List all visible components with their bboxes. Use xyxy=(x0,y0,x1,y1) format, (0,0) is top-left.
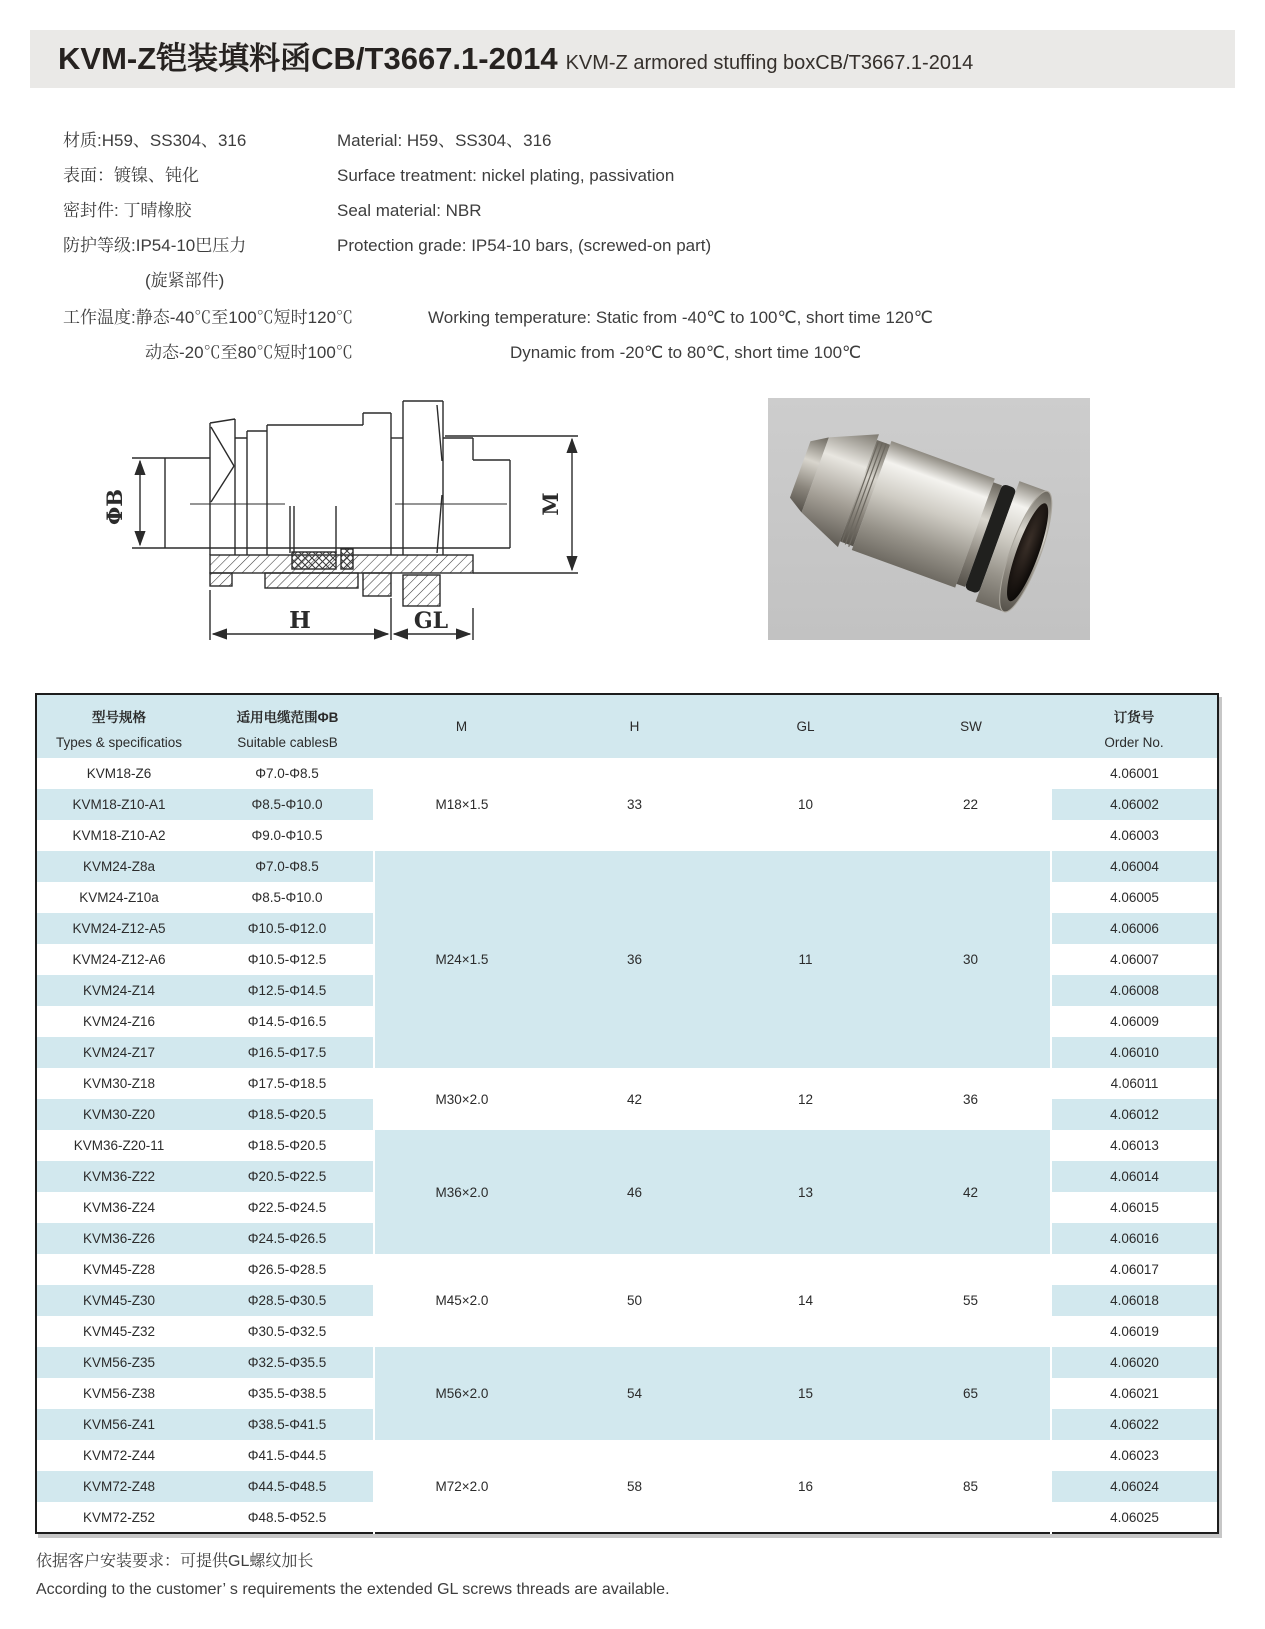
spec-line-temp-dynamic xyxy=(145,342,861,364)
m-cell: M36×2.0 xyxy=(374,1130,549,1254)
sw-cell: 65 xyxy=(891,1347,1051,1440)
cable-cell: Φ22.5-Φ24.5 xyxy=(201,1192,374,1223)
order-cell: 4.06013 xyxy=(1051,1130,1218,1161)
gl-cell: 13 xyxy=(720,1130,891,1254)
table-row xyxy=(36,1347,1218,1378)
table-row xyxy=(36,851,1218,882)
order-cell: 4.06016 xyxy=(1051,1223,1218,1254)
cable-cell: Φ48.5-Φ52.5 xyxy=(201,1502,374,1533)
h-cell: 42 xyxy=(549,1068,720,1130)
model-cell: KVM24-Z8a xyxy=(36,851,201,882)
model-cell: KVM45-Z30 xyxy=(36,1285,201,1316)
col-header-order-en: Order No. xyxy=(1104,734,1164,750)
cable-cell: Φ30.5-Φ32.5 xyxy=(201,1316,374,1347)
order-cell: 4.06004 xyxy=(1051,851,1218,882)
sw-cell: 22 xyxy=(891,758,1051,851)
cable-cell: Φ26.5-Φ28.5 xyxy=(201,1254,374,1285)
temp-static-en: Working temperature: Static from -40℃ to 100℃, short time 120℃ xyxy=(428,308,933,327)
col-header-order xyxy=(1051,694,1218,758)
table-header-row xyxy=(36,694,1218,758)
spec-screwed-part-cn: (旋紧部件) xyxy=(145,271,225,290)
order-cell: 4.06008 xyxy=(1051,975,1218,1006)
col-header-types xyxy=(36,694,201,758)
model-cell: KVM56-Z38 xyxy=(36,1378,201,1409)
model-cell: KVM56-Z41 xyxy=(36,1409,201,1440)
col-header-cables xyxy=(201,694,374,758)
gl-cell: 11 xyxy=(720,851,891,1068)
table-row xyxy=(36,1068,1218,1099)
spec-material-en: Material: H59、SS304、316 xyxy=(337,131,552,150)
temp-dynamic-cn: 动态-20℃至80℃短时100℃ xyxy=(145,343,353,362)
model-cell: KVM36-Z22 xyxy=(36,1161,201,1192)
table-row xyxy=(36,1130,1218,1161)
cable-cell: Φ17.5-Φ18.5 xyxy=(201,1068,374,1099)
dim-label-thread: M xyxy=(538,492,563,516)
spec-line-screwed-part xyxy=(145,270,224,292)
h-cell: 54 xyxy=(549,1347,720,1440)
model-cell: KVM36-Z24 xyxy=(36,1192,201,1223)
order-cell: 4.06003 xyxy=(1051,820,1218,851)
dim-label-height: H xyxy=(289,607,311,634)
table-row xyxy=(36,1254,1218,1285)
spec-table xyxy=(35,693,1219,1534)
col-header-types-cn: 型号规格 xyxy=(92,709,146,725)
cable-cell: Φ41.5-Φ44.5 xyxy=(201,1440,374,1471)
technical-drawing-svg xyxy=(95,383,605,645)
gl-cell: 16 xyxy=(720,1440,891,1533)
gl-cell: 14 xyxy=(720,1254,891,1347)
cable-cell: Φ9.0-Φ10.5 xyxy=(201,820,374,851)
col-header-gl: GL xyxy=(720,694,891,758)
order-cell: 4.06014 xyxy=(1051,1161,1218,1192)
product-photo xyxy=(768,398,1090,640)
model-cell: KVM24-Z17 xyxy=(36,1037,201,1068)
model-cell: KVM24-Z10a xyxy=(36,882,201,913)
order-cell: 4.06015 xyxy=(1051,1192,1218,1223)
cable-cell: Φ12.5-Φ14.5 xyxy=(201,975,374,1006)
model-cell: KVM18-Z10-A2 xyxy=(36,820,201,851)
spec-line-material xyxy=(63,130,552,152)
sw-cell: 42 xyxy=(891,1130,1051,1254)
cable-cell: Φ18.5-Φ20.5 xyxy=(201,1099,374,1130)
spec-seal-cn: 密封件: 丁晴橡胶 xyxy=(63,201,192,220)
order-cell: 4.06006 xyxy=(1051,913,1218,944)
model-cell: KVM30-Z18 xyxy=(36,1068,201,1099)
spec-protection-cn: 防护等级:IP54-10巴压力 xyxy=(63,236,247,255)
cable-cell: Φ8.5-Φ10.0 xyxy=(201,789,374,820)
spec-material-cn: 材质:H59、SS304、316 xyxy=(63,131,247,150)
spec-surface-cn: 表面：镀镍、钝化 xyxy=(63,166,199,185)
gl-cell: 12 xyxy=(720,1068,891,1130)
order-cell: 4.06012 xyxy=(1051,1099,1218,1130)
order-cell: 4.06007 xyxy=(1051,944,1218,975)
temp-dynamic-en: Dynamic from -20℃ to 80℃, short time 100℃ xyxy=(510,343,862,362)
model-cell: KVM30-Z20 xyxy=(36,1099,201,1130)
spec-line-temp-static xyxy=(63,307,933,329)
order-cell: 4.06010 xyxy=(1051,1037,1218,1068)
model-cell: KVM36-Z26 xyxy=(36,1223,201,1254)
order-cell: 4.06021 xyxy=(1051,1378,1218,1409)
col-header-sw: SW xyxy=(891,694,1051,758)
model-cell: KVM24-Z14 xyxy=(36,975,201,1006)
table-row xyxy=(36,1440,1218,1471)
m-cell: M45×2.0 xyxy=(374,1254,549,1347)
order-cell: 4.06011 xyxy=(1051,1068,1218,1099)
cable-cell: Φ10.5-Φ12.0 xyxy=(201,913,374,944)
m-cell: M18×1.5 xyxy=(374,758,549,851)
col-header-h: H xyxy=(549,694,720,758)
footer-note-cn: 依据客户安装要求：可提供GL螺纹加长 xyxy=(36,1553,314,1570)
order-cell: 4.06019 xyxy=(1051,1316,1218,1347)
spec-line-seal xyxy=(63,200,482,222)
sw-cell: 30 xyxy=(891,851,1051,1068)
sw-cell: 85 xyxy=(891,1440,1051,1533)
h-cell: 58 xyxy=(549,1440,720,1533)
h-cell: 46 xyxy=(549,1130,720,1254)
table-row xyxy=(36,758,1218,789)
h-cell: 36 xyxy=(549,851,720,1068)
model-cell: KVM36-Z20-11 xyxy=(36,1130,201,1161)
cable-cell: Φ38.5-Φ41.5 xyxy=(201,1409,374,1440)
cable-cell: Φ35.5-Φ38.5 xyxy=(201,1378,374,1409)
temp-static-cn: 工作温度:静态-40℃至100℃短时120℃ xyxy=(63,308,354,327)
order-cell: 4.06005 xyxy=(1051,882,1218,913)
cable-cell: Φ24.5-Φ26.5 xyxy=(201,1223,374,1254)
spec-line-protection xyxy=(63,235,711,257)
cable-cell: Φ18.5-Φ20.5 xyxy=(201,1130,374,1161)
cable-cell: Φ10.5-Φ12.5 xyxy=(201,944,374,975)
spec-seal-en: Seal material: NBR xyxy=(337,201,482,220)
cable-cell: Φ7.0-Φ8.5 xyxy=(201,758,374,789)
footer-note xyxy=(36,1548,670,1604)
order-cell: 4.06020 xyxy=(1051,1347,1218,1378)
model-cell: KVM72-Z48 xyxy=(36,1471,201,1502)
title-bar xyxy=(30,30,1235,88)
order-cell: 4.06001 xyxy=(1051,758,1218,789)
model-cell: KVM24-Z12-A6 xyxy=(36,944,201,975)
model-cell: KVM45-Z32 xyxy=(36,1316,201,1347)
spec-line-surface xyxy=(63,165,674,187)
cable-cell: Φ8.5-Φ10.0 xyxy=(201,882,374,913)
model-cell: KVM56-Z35 xyxy=(36,1347,201,1378)
cable-cell: Φ16.5-Φ17.5 xyxy=(201,1037,374,1068)
model-cell: KVM72-Z44 xyxy=(36,1440,201,1471)
col-header-cables-cn: 适用电缆范围ΦB xyxy=(236,709,339,725)
col-header-cables-en: Suitable cablesB xyxy=(237,734,338,750)
order-cell: 4.06024 xyxy=(1051,1471,1218,1502)
cable-cell: Φ28.5-Φ30.5 xyxy=(201,1285,374,1316)
m-cell: M72×2.0 xyxy=(374,1440,549,1533)
cable-cell: Φ14.5-Φ16.5 xyxy=(201,1006,374,1037)
cable-cell: Φ20.5-Φ22.5 xyxy=(201,1161,374,1192)
h-cell: 33 xyxy=(549,758,720,851)
order-cell: 4.06002 xyxy=(1051,789,1218,820)
dim-label-diameter: ΦB xyxy=(102,488,127,526)
order-cell: 4.06017 xyxy=(1051,1254,1218,1285)
technical-drawing xyxy=(95,383,605,645)
order-cell: 4.06023 xyxy=(1051,1440,1218,1471)
model-cell: KVM45-Z28 xyxy=(36,1254,201,1285)
page-title-en: KVM-Z armored stuffing boxCB/T3667.1-2014 xyxy=(565,52,974,74)
col-header-order-cn: 订货号 xyxy=(1113,709,1155,725)
sw-cell: 55 xyxy=(891,1254,1051,1347)
cable-cell: Φ44.5-Φ48.5 xyxy=(201,1471,374,1502)
page-title: KVM-Z铠装填料函CB/T3667.1-2014 xyxy=(58,41,558,76)
model-cell: KVM24-Z16 xyxy=(36,1006,201,1037)
h-cell: 50 xyxy=(549,1254,720,1347)
spec-protection-en: Protection grade: IP54-10 bars, (screwed-on part) xyxy=(337,236,712,255)
m-cell: M24×1.5 xyxy=(374,851,549,1068)
order-cell: 4.06018 xyxy=(1051,1285,1218,1316)
col-header-m: M xyxy=(374,694,549,758)
model-cell: KVM18-Z6 xyxy=(36,758,201,789)
m-cell: M30×2.0 xyxy=(374,1068,549,1130)
model-cell: KVM18-Z10-A1 xyxy=(36,789,201,820)
order-cell: 4.06025 xyxy=(1051,1502,1218,1533)
gl-cell: 15 xyxy=(720,1347,891,1440)
m-cell: M56×2.0 xyxy=(374,1347,549,1440)
sw-cell: 36 xyxy=(891,1068,1051,1130)
dim-label-gland: GL xyxy=(413,608,449,634)
order-cell: 4.06009 xyxy=(1051,1006,1218,1037)
spec-surface-en: Surface treatment: nickel plating, passivation xyxy=(337,166,675,185)
model-cell: KVM72-Z52 xyxy=(36,1502,201,1533)
cable-cell: Φ32.5-Φ35.5 xyxy=(201,1347,374,1378)
gl-cell: 10 xyxy=(720,758,891,851)
order-cell: 4.06022 xyxy=(1051,1409,1218,1440)
footer-note-en: According to the customer’ s requirements the extended GL screws threads are available. xyxy=(36,1581,670,1598)
spec-table-body xyxy=(36,758,1218,1533)
model-cell: KVM24-Z12-A5 xyxy=(36,913,201,944)
product-photo-svg xyxy=(768,398,1090,640)
cable-cell: Φ7.0-Φ8.5 xyxy=(201,851,374,882)
col-header-types-en: Types & specificatios xyxy=(55,734,183,750)
